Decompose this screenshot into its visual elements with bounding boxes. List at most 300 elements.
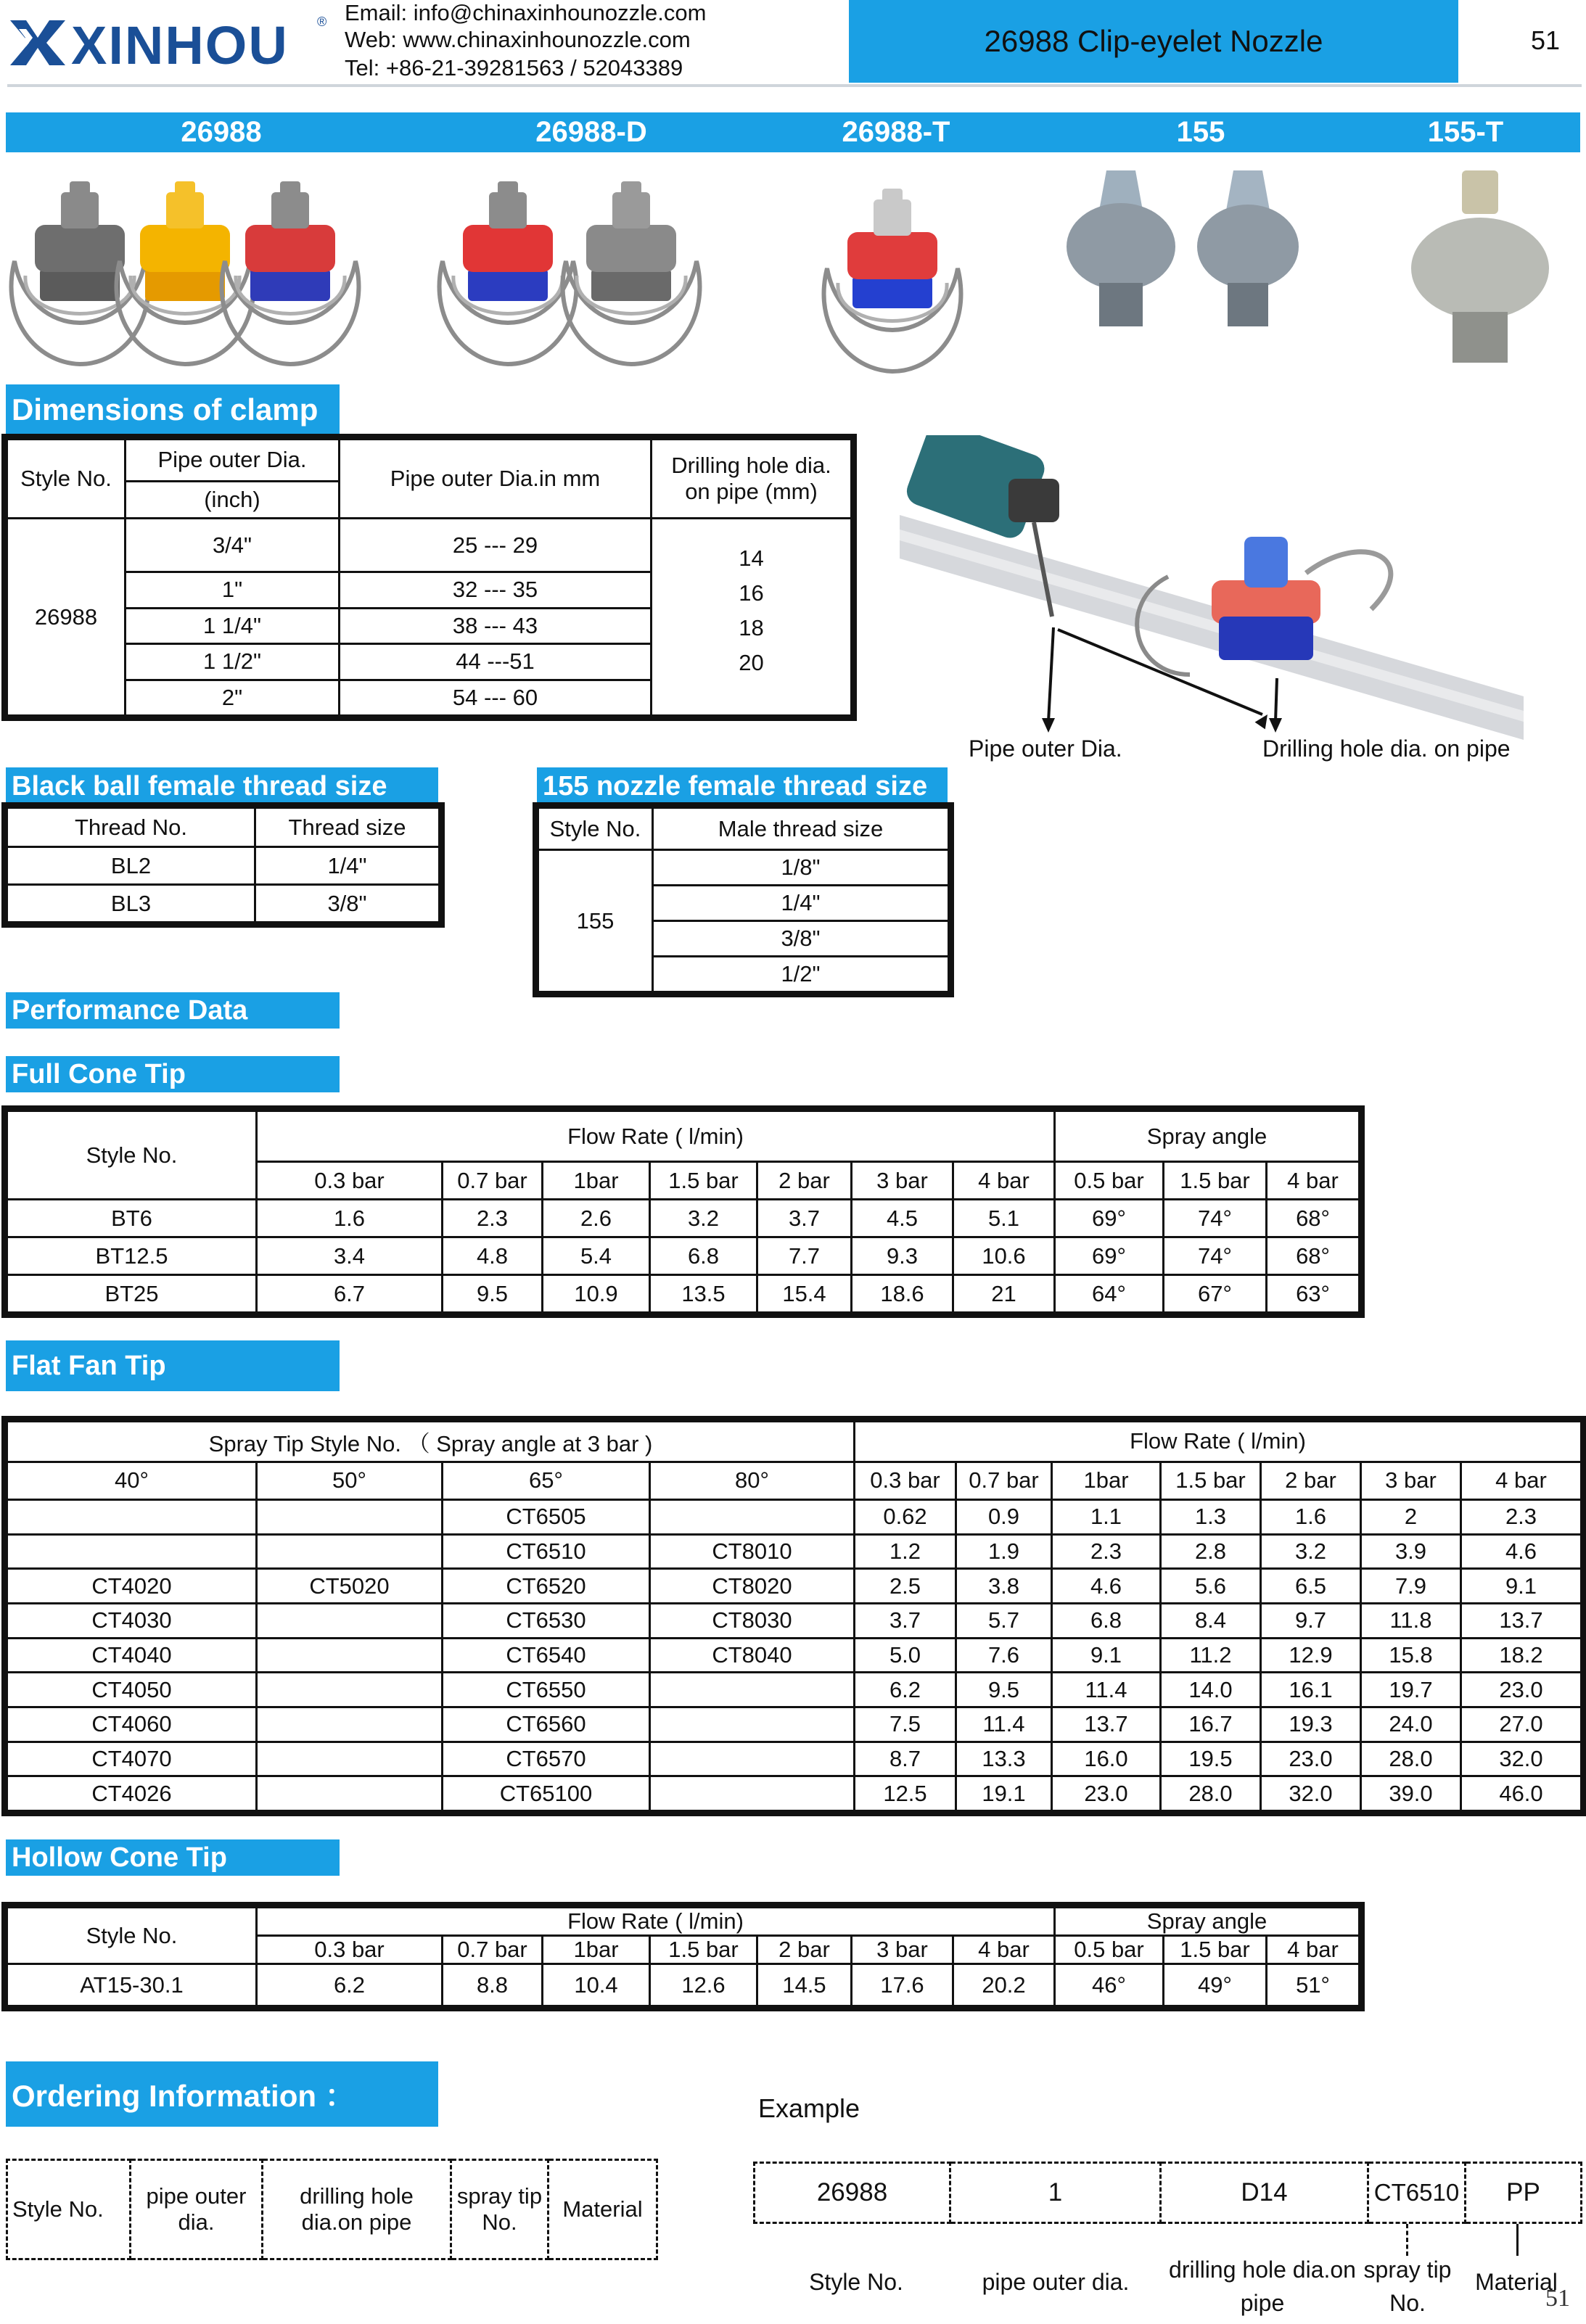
ff-cell: 27.0 [1461, 1707, 1582, 1742]
ff-cell: 9.7 [1261, 1603, 1361, 1638]
ff-cell: 24.0 [1361, 1707, 1461, 1742]
ff-cell: 16.0 [1052, 1742, 1161, 1776]
ff-row [7, 1603, 1582, 1638]
ff-body [7, 1499, 1582, 1810]
ff-cell: 19.1 [956, 1776, 1052, 1811]
ff-cell: 8.7 [855, 1742, 956, 1776]
ff-cell: 23.0 [1461, 1673, 1582, 1707]
fc-pressure: 1bar [543, 1162, 650, 1200]
full-cone-table [6, 1110, 1360, 1314]
ff-pressure: 2 bar [1261, 1462, 1361, 1499]
ff-cell: 46.0 [1461, 1776, 1582, 1811]
fc-cell: 6.8 [650, 1237, 757, 1275]
hc-angle-header: Spray angle [1055, 1908, 1360, 1936]
ff-row [7, 1499, 1582, 1534]
clamp-mm: 54 --- 60 [340, 680, 652, 715]
fc-cell: 64° [1055, 1275, 1164, 1313]
fc-angle-pressure: 1.5 bar [1164, 1162, 1267, 1200]
ff-cell [257, 1776, 443, 1811]
ff-pressure: 3 bar [1361, 1462, 1461, 1499]
contact-web: Web: www.chinaxinhounozzle.com [345, 27, 691, 52]
ff-cell [650, 1776, 855, 1811]
example-label-l1: Material [1475, 2269, 1558, 2295]
ff-cell: CT8010 [650, 1534, 855, 1569]
model-label: 155 [1176, 116, 1225, 148]
hc-pressure: 0.7 bar [443, 1936, 543, 1964]
ff-cell: CT6560 [443, 1707, 650, 1742]
ff-cell: 7.6 [956, 1638, 1052, 1673]
clamp-drill: 18 [739, 615, 764, 641]
ff-cell: 19.5 [1161, 1742, 1261, 1776]
ff-row [7, 1534, 1582, 1569]
fc-cell: BT6 [7, 1200, 257, 1237]
clamp-inch: 1" [126, 572, 340, 608]
fc-cell: 5.4 [543, 1237, 650, 1275]
fc-cell: 6.7 [257, 1275, 443, 1313]
hc-angle-pressure: 0.5 bar [1055, 1936, 1164, 1964]
order-field [7, 2160, 131, 2259]
example-value: CT6510 [1368, 2163, 1466, 2223]
ff-cell [7, 1534, 257, 1569]
hollow-cone-table [6, 1906, 1360, 2007]
fc-pressure: 3 bar [852, 1162, 953, 1200]
ff-angle: 65° [443, 1462, 650, 1499]
ff-cell [257, 1707, 443, 1742]
bb-cell: BL3 [7, 885, 255, 923]
ff-cell: 4.6 [1461, 1534, 1582, 1569]
example-title: Example [758, 2093, 860, 2123]
clamp-header-pipe-mm: Pipe outer Dia.in mm [340, 440, 652, 519]
section-title-full-cone: Full Cone Tip [6, 1056, 340, 1092]
section-title-flat-fan: Flat Fan Tip [6, 1340, 340, 1391]
ff-cell: 2.5 [855, 1569, 956, 1604]
fc-pressure: 2 bar [757, 1162, 852, 1200]
model-label: 26988-D [535, 116, 647, 148]
fc-cell: BT12.5 [7, 1237, 257, 1275]
ff-cell: 0.62 [855, 1499, 956, 1534]
footer-page-number: 51 [1545, 2285, 1570, 2312]
ff-cell: CT6570 [443, 1742, 650, 1776]
ff-cell: 1.1 [1052, 1499, 1161, 1534]
ff-cell: 39.0 [1361, 1776, 1461, 1811]
nozzle155-table [537, 807, 950, 993]
ff-pressure: 0.3 bar [855, 1462, 956, 1499]
example-label-l1: drilling hole dia.on [1169, 2257, 1356, 2283]
fc-style-header: Style No. [7, 1111, 257, 1200]
hc-cell: 8.8 [443, 1964, 543, 2006]
order-field-l1: pipe outer [146, 2183, 247, 2209]
clamp-header-pipe-inch: Pipe outer Dia. [126, 440, 340, 482]
order-field-l1: Style No. [12, 2196, 104, 2222]
ff-cell: 23.0 [1052, 1776, 1161, 1811]
ff-cell: 15.8 [1361, 1638, 1461, 1673]
ff-cell: CT6530 [443, 1603, 650, 1638]
ff-cell: 3.8 [956, 1569, 1052, 1604]
fc-cell: 1.6 [257, 1200, 443, 1237]
ff-cell: 3.7 [855, 1603, 956, 1638]
ff-cell: 16.1 [1261, 1673, 1361, 1707]
fc-pressure: 0.7 bar [443, 1162, 543, 1200]
registered-mark: ® [317, 15, 327, 29]
ff-cell: 1.2 [855, 1534, 956, 1569]
order-field-l2: No. [482, 2209, 517, 2235]
ff-cell: 7.5 [855, 1707, 956, 1742]
label-pipe-outer-dia: Pipe outer Dia. [969, 735, 1122, 762]
connector-line [1406, 2224, 1408, 2256]
example-value: D14 [1161, 2163, 1368, 2223]
product-photos [0, 152, 1586, 384]
ff-cell: 5.7 [956, 1603, 1052, 1638]
clamp-mm: 32 --- 35 [340, 572, 652, 608]
ff-cell: 28.0 [1361, 1742, 1461, 1776]
order-field-l1: drilling hole [300, 2183, 414, 2209]
model-label: 26988-T [842, 116, 950, 148]
ff-cell: 2 [1361, 1499, 1461, 1534]
ff-cell [257, 1534, 443, 1569]
ff-cell: 13.7 [1052, 1707, 1161, 1742]
fc-cell: 15.4 [757, 1275, 852, 1313]
hc-pressure: 4 bar [953, 1936, 1055, 1964]
example-label-l2: No. [1389, 2290, 1426, 2316]
ff-cell: 12.9 [1261, 1638, 1361, 1673]
ff-cell: CT4030 [7, 1603, 257, 1638]
fc-cell: 13.5 [650, 1275, 757, 1313]
ff-cell [650, 1707, 855, 1742]
ff-cell: 6.8 [1052, 1603, 1161, 1638]
clamp-inch: 3/4" [126, 519, 340, 572]
example-label-l1: pipe outer dia. [982, 2269, 1130, 2295]
ff-cell [650, 1742, 855, 1776]
order-field [131, 2160, 263, 2259]
clamp-inch: 1 1/4" [126, 608, 340, 643]
example-label-l1: spray tip [1363, 2257, 1452, 2283]
ff-cell: 3.2 [1261, 1534, 1361, 1569]
fc-cell: 67° [1164, 1275, 1267, 1313]
hc-pressure: 3 bar [852, 1936, 953, 1964]
fc-cell: 10.9 [543, 1275, 650, 1313]
n155-size: 1/2" [653, 957, 949, 992]
ff-cell: CT4070 [7, 1742, 257, 1776]
bb-header: Thread size [255, 808, 440, 847]
ff-angle: 40° [7, 1462, 257, 1499]
section-title-ordering: Ordering Information ： [6, 2061, 438, 2127]
ff-cell: 13.7 [1461, 1603, 1582, 1638]
hc-cell: 49° [1164, 1964, 1267, 2006]
ff-cell: 9.1 [1461, 1569, 1582, 1604]
hc-cell: 17.6 [852, 1964, 953, 2006]
contact-email: Email: info@chinaxinhounozzle.com [345, 0, 707, 25]
ff-cell: 9.1 [1052, 1638, 1161, 1673]
ff-pressure: 1bar [1052, 1462, 1161, 1499]
fc-cell: 74° [1164, 1200, 1267, 1237]
ff-cell: 6.2 [855, 1673, 956, 1707]
ff-cell: 1.3 [1161, 1499, 1261, 1534]
ff-cell: CT8020 [650, 1569, 855, 1604]
fc-cell: 21 [953, 1275, 1055, 1313]
ff-cell: 13.3 [956, 1742, 1052, 1776]
fc-cell: 69° [1055, 1237, 1164, 1275]
hc-cell: 10.4 [543, 1964, 650, 2006]
example-label [1154, 2253, 1371, 2320]
fc-cell: 74° [1164, 1237, 1267, 1275]
ff-cell: 0.9 [956, 1499, 1052, 1534]
ff-cell [650, 1673, 855, 1707]
hc-pressure: 0.3 bar [257, 1936, 443, 1964]
order-field-l2: dia.on pipe [301, 2209, 412, 2235]
ff-cell: CT6510 [443, 1534, 650, 1569]
ff-cell [257, 1638, 443, 1673]
fc-cell: 4.8 [443, 1237, 543, 1275]
bb-cell: BL2 [7, 847, 255, 885]
fc-cell: 68° [1267, 1200, 1360, 1237]
ff-cell [257, 1499, 443, 1534]
ff-cell: 5.6 [1161, 1569, 1261, 1604]
n155-size: 1/8" [653, 850, 949, 886]
n155-size: 3/8" [653, 921, 949, 957]
n155-size: 1/4" [653, 886, 949, 921]
ff-cell: CT6550 [443, 1673, 650, 1707]
contact-tel: Tel: +86-21-39281563 / 52043389 [345, 55, 683, 81]
example-label-l2: pipe [1240, 2290, 1285, 2316]
ff-cell [257, 1742, 443, 1776]
ff-cell: CT4020 [7, 1569, 257, 1604]
ff-cell: CT8030 [650, 1603, 855, 1638]
ordering-fields-table [6, 2159, 658, 2260]
example-label [950, 2269, 1161, 2296]
header-divider [7, 84, 1582, 87]
ff-cell: 2.3 [1461, 1499, 1582, 1534]
ff-cell: 19.7 [1361, 1673, 1461, 1707]
clamp-inch: 1 1/2" [126, 644, 340, 680]
order-field-l2: dia. [178, 2209, 215, 2235]
ff-cell: 11.4 [1052, 1673, 1161, 1707]
clamp-header-pipe-inch-unit: (inch) [126, 481, 340, 518]
ff-cell: 3.9 [1361, 1534, 1461, 1569]
bb-header: Thread No. [7, 808, 255, 847]
ff-cell: CT65100 [443, 1776, 650, 1811]
hc-cell: 12.6 [650, 1964, 757, 2006]
ff-cell: 2.3 [1052, 1534, 1161, 1569]
example-value: PP [1466, 2163, 1582, 2223]
brand-logo [9, 13, 335, 75]
fc-pressure: 4 bar [953, 1162, 1055, 1200]
ff-cell: CT6520 [443, 1569, 650, 1604]
ff-cell: 11.4 [956, 1707, 1052, 1742]
fc-angle-header: Spray angle [1055, 1111, 1360, 1162]
ff-cell: 8.4 [1161, 1603, 1261, 1638]
fc-cell: 63° [1267, 1275, 1360, 1313]
ff-cell: 12.5 [855, 1776, 956, 1811]
clamp-drill: 14 [739, 545, 764, 572]
ff-cell: 19.3 [1261, 1707, 1361, 1742]
section-title-clamp: Dimensions of clamp [6, 384, 340, 435]
clamp-table [6, 438, 852, 717]
hc-pressure: 1.5 bar [650, 1936, 757, 1964]
ff-cell [257, 1603, 443, 1638]
hc-angle-pressure: 4 bar [1267, 1936, 1360, 1964]
clamp-mm: 38 --- 43 [340, 608, 652, 643]
ff-row [7, 1673, 1582, 1707]
order-field [263, 2160, 451, 2259]
hc-style-header: Style No. [7, 1908, 257, 1964]
hc-pressure: 2 bar [757, 1936, 852, 1964]
bb-cell: 1/4" [255, 847, 440, 885]
hc-cell: 6.2 [257, 1964, 443, 2006]
ff-angle: 80° [650, 1462, 855, 1499]
order-field-l1: Material [562, 2196, 643, 2222]
fc-cell: 7.7 [757, 1237, 852, 1275]
ff-cell: CT4026 [7, 1776, 257, 1811]
example-value: 1 [950, 2163, 1161, 2223]
fc-cell: 9.3 [852, 1237, 953, 1275]
section-title-155-thread: 155 nozzle female thread size [537, 767, 948, 805]
clamp-header-drill-line1: Drilling hole dia. [671, 453, 831, 479]
model-label: 155-T [1427, 116, 1504, 148]
ff-cell: 28.0 [1161, 1776, 1261, 1811]
fc-cell: 68° [1267, 1237, 1360, 1275]
fc-flow-header: Flow Rate ( l/min) [257, 1111, 1055, 1162]
ff-cell: CT4040 [7, 1638, 257, 1673]
ff-cell [257, 1673, 443, 1707]
ff-row [7, 1569, 1582, 1604]
fc-pressure: 0.3 bar [257, 1162, 443, 1200]
clamp-style-no: 26988 [7, 519, 126, 716]
ff-cell: 7.9 [1361, 1569, 1461, 1604]
fc-cell: 3.7 [757, 1200, 852, 1237]
page-title: 26988 Clip-eyelet Nozzle [849, 0, 1458, 83]
section-title-black-ball: Black ball female thread size [6, 767, 438, 805]
page-number: 51 [1531, 25, 1561, 55]
hc-cell: 51° [1267, 1964, 1360, 2006]
ff-cell [7, 1499, 257, 1534]
n155-style: 155 [538, 850, 653, 992]
section-title-hollow-cone: Hollow Cone Tip [6, 1839, 340, 1876]
fc-cell: 69° [1055, 1200, 1164, 1237]
fc-cell: 2.3 [443, 1200, 543, 1237]
ff-angle: 50° [257, 1462, 443, 1499]
ff-cell: 16.7 [1161, 1707, 1261, 1742]
ff-cell: CT5020 [257, 1569, 443, 1604]
ff-cell: 18.2 [1461, 1638, 1582, 1673]
ordering-example-table [753, 2162, 1582, 2224]
ff-pressure: 0.7 bar [956, 1462, 1052, 1499]
example-label [1357, 2253, 1458, 2320]
fc-body [7, 1200, 1360, 1313]
hc-cell: 14.5 [757, 1964, 852, 2006]
example-label-l1: Style No. [809, 2269, 903, 2295]
ff-cell: CT4050 [7, 1673, 257, 1707]
hc-cell: 20.2 [953, 1964, 1055, 2006]
ff-cell: CT4060 [7, 1707, 257, 1742]
fc-cell: 10.6 [953, 1237, 1055, 1275]
n155-header: Style No. [538, 808, 653, 850]
clamp-mm: 25 --- 29 [340, 519, 652, 572]
brand-name: XINHOU [71, 15, 289, 75]
clamp-header-drill [652, 440, 852, 519]
ff-cell: 4.6 [1052, 1569, 1161, 1604]
hc-cell: AT15-30.1 [7, 1964, 257, 2006]
hc-flow-header: Flow Rate ( l/min) [257, 1908, 1055, 1936]
hc-pressure: 1bar [543, 1936, 650, 1964]
flat-fan-table [6, 1420, 1582, 1812]
example-value: 26988 [755, 2163, 950, 2223]
ff-pressure: 1.5 bar [1161, 1462, 1261, 1499]
fc-cell: BT25 [7, 1275, 257, 1313]
fc-row [7, 1200, 1360, 1237]
ff-row [7, 1707, 1582, 1742]
ff-cell: 1.9 [956, 1534, 1052, 1569]
clamp-drill: 16 [739, 580, 764, 606]
order-field-l1: spray tip [456, 2183, 543, 2209]
ff-cell: 32.0 [1261, 1776, 1361, 1811]
hc-cell: 46° [1055, 1964, 1164, 2006]
fc-cell: 2.6 [543, 1200, 650, 1237]
fc-cell: 9.5 [443, 1275, 543, 1313]
clamp-drill: 20 [739, 650, 764, 676]
ff-style-header: Spray Tip Style No. （ Spray angle at 3 bar ) [7, 1422, 855, 1462]
fc-cell: 4.5 [852, 1200, 953, 1237]
fc-row [7, 1275, 1360, 1313]
ff-cell: 11.2 [1161, 1638, 1261, 1673]
ff-cell: 5.0 [855, 1638, 956, 1673]
clamp-header-style: Style No. [7, 440, 126, 519]
ff-row [7, 1776, 1582, 1811]
ff-cell: 23.0 [1261, 1742, 1361, 1776]
fc-pressure: 1.5 bar [650, 1162, 757, 1200]
hc-angle-pressure: 1.5 bar [1164, 1936, 1267, 1964]
drilling-illustration [900, 435, 1524, 740]
fc-cell: 5.1 [953, 1200, 1055, 1237]
order-field [451, 2160, 548, 2259]
fc-cell: 3.4 [257, 1237, 443, 1275]
clamp-inch: 2" [126, 680, 340, 715]
ff-cell: CT6540 [443, 1638, 650, 1673]
fc-angle-pressure: 4 bar [1267, 1162, 1360, 1200]
ff-cell [650, 1499, 855, 1534]
logo-mark-icon [9, 16, 67, 70]
ff-cell: 6.5 [1261, 1569, 1361, 1604]
order-field [548, 2160, 657, 2259]
black-ball-table [6, 807, 440, 923]
ff-row [7, 1742, 1582, 1776]
n155-header: Male thread size [653, 808, 949, 850]
fc-row [7, 1237, 1360, 1275]
example-label [755, 2269, 958, 2296]
fc-angle-pressure: 0.5 bar [1055, 1162, 1164, 1200]
ff-cell: 1.6 [1261, 1499, 1361, 1534]
clamp-mm: 44 ---51 [340, 644, 652, 680]
ff-cell: 14.0 [1161, 1673, 1261, 1707]
fc-cell: 3.2 [650, 1200, 757, 1237]
ff-cell: CT8040 [650, 1638, 855, 1673]
ff-pressure: 4 bar [1461, 1462, 1582, 1499]
model-label: 26988 [181, 116, 262, 148]
clamp-header-drill-line2: on pipe (mm) [685, 479, 818, 505]
ff-row [7, 1638, 1582, 1673]
section-title-performance: Performance Data [6, 992, 340, 1029]
bb-cell: 3/8" [255, 885, 440, 923]
ff-cell: 32.0 [1461, 1742, 1582, 1776]
clamp-drill-values [652, 519, 852, 716]
ff-cell: 11.8 [1361, 1603, 1461, 1638]
ff-flow-header: Flow Rate ( l/min) [855, 1422, 1582, 1462]
ff-cell: CT6505 [443, 1499, 650, 1534]
ff-cell: 9.5 [956, 1673, 1052, 1707]
label-drilling-hole-dia: Drilling hole dia. on pipe [1262, 735, 1511, 762]
ff-cell: 2.8 [1161, 1534, 1261, 1569]
connector-line [1516, 2224, 1519, 2256]
fc-cell: 18.6 [852, 1275, 953, 1313]
